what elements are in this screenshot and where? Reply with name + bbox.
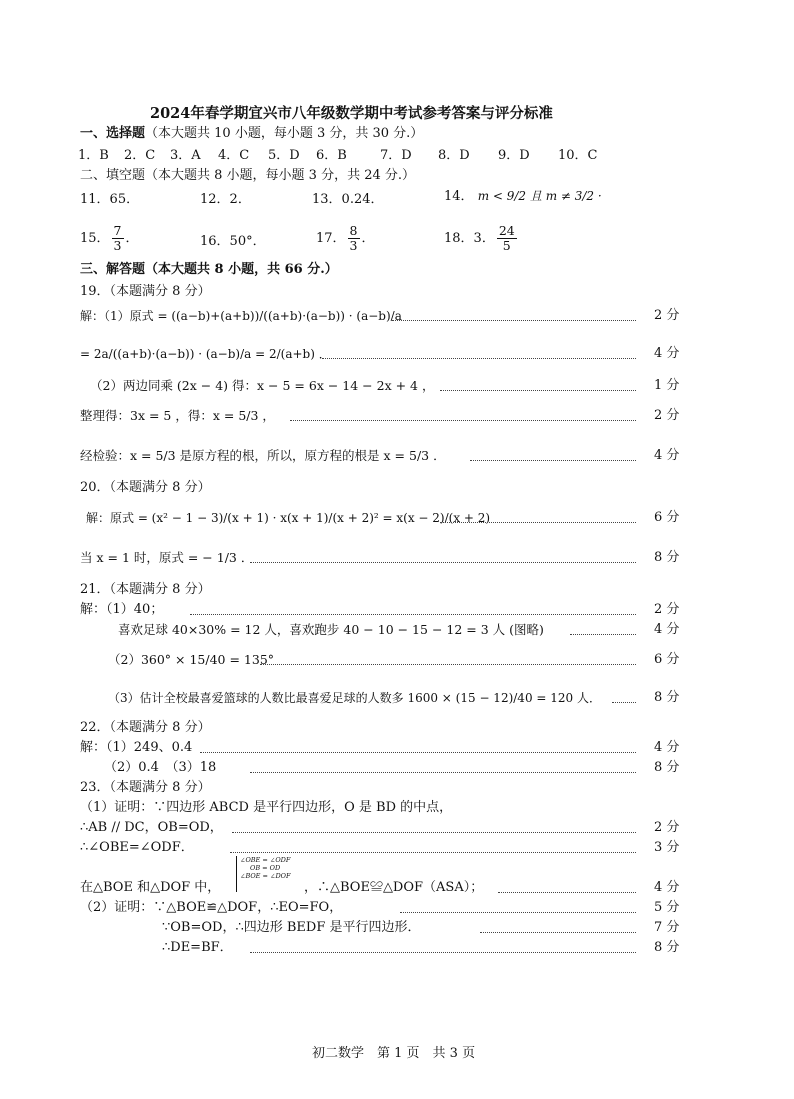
leader-dots: [612, 702, 636, 703]
answer-18-fraction: [497, 224, 517, 253]
q22-line1: 解：（1）249、0.4: [80, 740, 193, 755]
answer-9: 9．D: [498, 148, 530, 163]
q21-points2: 4 分: [654, 622, 680, 637]
answer-10: 10．C: [558, 148, 598, 163]
q23-points1: 2 分: [654, 820, 680, 835]
q19-line3: （2）两边同乘 (2x − 4) 得：x − 5 = 6x − 14 − 2x + 4 ，: [90, 378, 435, 393]
q22-points1: 4 分: [654, 740, 680, 755]
answer-14-text: m < 9/2 且 m ≠ 3/2 ·: [477, 189, 602, 203]
q23-system-eq2: OB = OD: [250, 864, 281, 872]
answer-6: 6．B: [316, 148, 347, 163]
answer-15-fraction: [112, 224, 124, 253]
leader-dots: [440, 522, 636, 523]
leader-dots: [232, 832, 636, 833]
q21-line3: （2）360° × 15/40 = 135°: [108, 652, 275, 667]
q19-points5: 4 分: [654, 448, 680, 463]
q19-line2: = 2a/((a+b)·(a−b)) · (a−b)/a = 2/(a+b) ．: [80, 347, 331, 361]
leader-dots: [570, 634, 636, 635]
answer-18-label: 18．3．: [444, 231, 495, 246]
answer-15-den: 3: [113, 238, 122, 253]
q19-line5: 经检验：x = 5/3 是原方程的根，所以，原方程的根是 x = 5/3 ．: [80, 448, 446, 463]
q23-line7: ∴DE=BF．: [162, 940, 233, 955]
answer-3: 3．A: [170, 148, 201, 163]
q23-line1: （1）证明：∵四边形 ABCD 是平行四边形，O 是 BD 的中点，: [80, 800, 453, 815]
leader-dots: [480, 932, 636, 933]
q20-header: 20．（本题满分 8 分）: [80, 480, 211, 495]
q21-header: 21．（本题满分 8 分）: [80, 582, 211, 597]
q22-line2: （2）0.4 （3）18: [104, 760, 217, 775]
answer-11: 11．65．: [80, 192, 140, 207]
answer-15-num: 7: [113, 223, 122, 238]
leader-dots: [392, 320, 636, 321]
section3-heading: 三、解答题（本大题共 8 小题，共 66 分.）: [80, 262, 338, 277]
leader-dots: [470, 460, 636, 461]
q19-points1: 2 分: [654, 308, 680, 323]
q23-line4a: 在△BOE 和△DOF 中，: [80, 880, 221, 895]
answer-18: [444, 224, 519, 253]
section1-note: （本大题共 10 小题，每小题 3 分，共 30 分.）: [145, 126, 424, 141]
page-footer: 初二数学 第 1 页 共 3 页: [312, 1046, 476, 1061]
section1-heading: 一、选择题: [80, 126, 146, 141]
q19-header: 19．（本题满分 8 分）: [80, 284, 211, 299]
q21-points4: 8 分: [654, 690, 680, 705]
answer-1: 1．B: [78, 148, 109, 163]
answer-17-fraction: [348, 224, 360, 253]
answer-5: 5．D: [268, 148, 300, 163]
answer-14: [444, 188, 602, 205]
answer-17-den: 3: [349, 238, 358, 253]
leader-dots: [440, 390, 636, 391]
page-title: 2024年春学期宜兴市八年级数学期中考试参考答案与评分标准: [150, 105, 553, 122]
q23-points4: 5 分: [654, 900, 680, 915]
answer-4: 4．C: [218, 148, 250, 163]
q21-line1: 解：（1）40；: [80, 602, 164, 617]
q23-points6: 8 分: [654, 940, 680, 955]
q23-line6: ∵OB=OD，∴四边形 BEDF 是平行四边形．: [162, 920, 421, 935]
leader-dots: [250, 562, 636, 563]
q22-points2: 8 分: [654, 760, 680, 775]
q23-line4b: ，∴△BOE≌△DOF（ASA）；: [304, 880, 484, 895]
answer-13: 13．0.24．: [312, 192, 384, 207]
leader-dots: [250, 952, 636, 953]
leader-dots: [400, 912, 636, 913]
q23-system-eq3: ∠BOE = ∠DOF: [240, 872, 291, 880]
section2-heading: 二、填空题（本大题共 8 小题，每小题 3 分，共 24 分.）: [80, 168, 416, 183]
q21-line2: 喜欢足球 40×30% = 12 人，喜欢跑步 40 − 10 − 15 − 12 = 3 人 (图略): [118, 622, 544, 637]
answer-7: 7．D: [380, 148, 412, 163]
q23-line5: （2）证明：∵△BOE≌△DOF，∴EO=FO，: [80, 900, 343, 915]
q23-line2: ∴AB // DC，OB=OD，: [80, 820, 223, 835]
q19-line4: 整理得：3x = 5 ，得：x = 5/3 ，: [80, 408, 275, 423]
q23-system-brace: [236, 856, 291, 892]
q19-points4: 2 分: [654, 408, 680, 423]
answer-12: 12．2．: [200, 192, 251, 207]
q20-points2: 8 分: [654, 550, 680, 565]
q23-points2: 3 分: [654, 840, 680, 855]
answer-15: 15． $\frac{7}{3}$ ．: [80, 223, 139, 253]
q20-line2: 当 x = 1 时，原式 = − 1/3 ．: [80, 550, 254, 565]
answer-16: 16．50°．: [200, 234, 266, 249]
section1-heading-line: [80, 126, 423, 142]
answer-14-label: 14．: [444, 189, 474, 204]
leader-dots: [200, 752, 636, 753]
q23-system-eq1: ∠OBE = ∠ODF: [240, 856, 291, 864]
q23-line3: ∴∠OBE=∠ODF．: [80, 840, 194, 855]
q22-header: 22．（本题满分 8 分）: [80, 720, 211, 735]
q23-points3: 4 分: [654, 880, 680, 895]
answer-8: 8．D: [438, 148, 470, 163]
leader-dots: [250, 772, 636, 773]
q20-points1: 6 分: [654, 510, 680, 525]
q21-points3: 6 分: [654, 652, 680, 667]
answer-15-label: 15．: [80, 231, 110, 246]
leader-dots: [322, 358, 636, 359]
leader-dots: [230, 852, 636, 853]
answer-18-den: 5: [502, 238, 511, 253]
answer-17: 17． $\frac{8}{3}$ ．: [316, 223, 375, 253]
answer-2: 2．C: [124, 148, 156, 163]
q19-points2: 4 分: [654, 346, 680, 361]
leader-dots: [290, 420, 636, 421]
leader-dots: [190, 614, 636, 615]
answer-17-num: 8: [349, 223, 358, 238]
q21-points1: 2 分: [654, 602, 680, 617]
q19-line1: 解：（1）原式 = ((a−b)+(a+b))/((a+b)·(a−b)) · (a−b)/a: [80, 309, 402, 323]
q19-points3: 1 分: [654, 378, 680, 393]
q21-line4: （3）估计全校最喜爱篮球的人数比最喜爱足球的人数多 1600 × (15 − 12)/40 = 120 人．: [108, 691, 601, 705]
answer-18-num: 24: [498, 223, 515, 238]
leader-dots: [498, 892, 636, 893]
q23-header: 23．（本题满分 8 分）: [80, 780, 211, 795]
leader-dots: [260, 664, 636, 665]
answer-17-label: 17．: [316, 231, 346, 246]
q23-points5: 7 分: [654, 920, 680, 935]
q20-line1: 解：原式 = (x² − 1 − 3)/(x + 1) · x(x + 1)/(x + 2)² = x(x − 2)/(x + 2): [86, 511, 491, 525]
